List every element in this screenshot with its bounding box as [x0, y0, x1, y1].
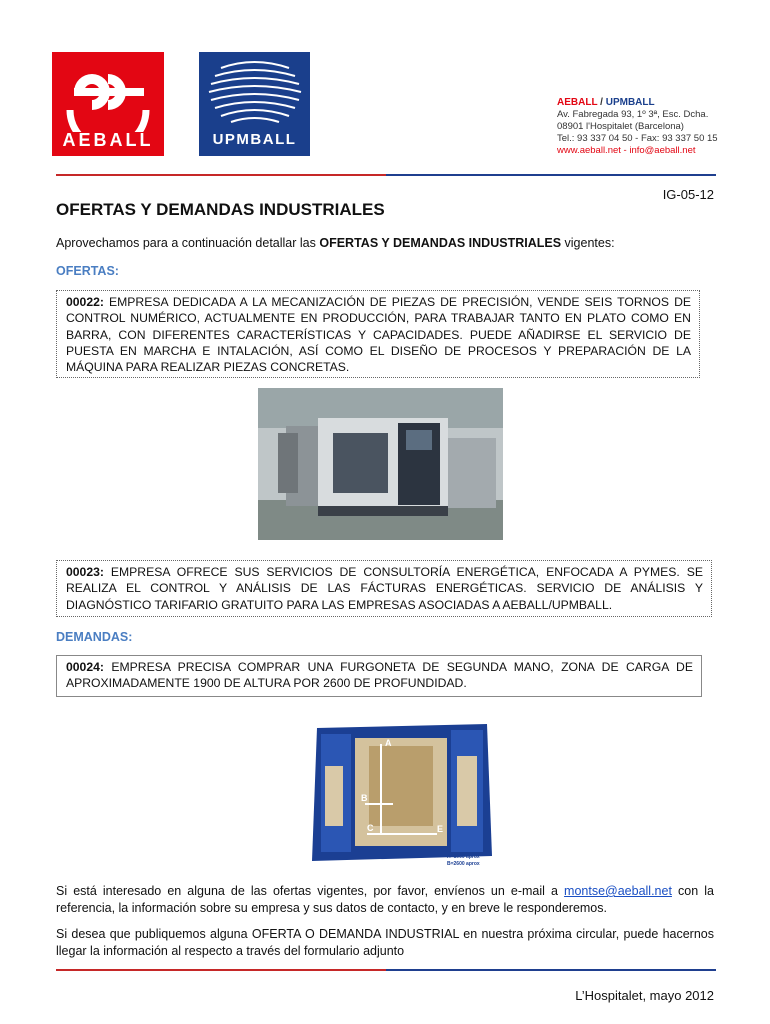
brand-aeball: AEBALL	[557, 97, 598, 108]
brand-upmball: UPMBALL	[605, 97, 655, 108]
contact-block	[557, 97, 757, 157]
email-link[interactable]: montse@aeball.net	[564, 884, 672, 898]
item-id: 00022:	[66, 295, 104, 309]
item-text: EMPRESA OFRECE SUS SERVICIOS DE CONSULTORÍA ENERGÉTICA, ENFOCADA A PYMES. SE REALIZA EL CONTROL Y ANÁLISIS DE LAS FÁCTURAS ENERGÉTICAS. SERVICIO DE ANÁLISIS Y DIAGNÓSTICO TARIFARIO GRATUITO PARA LAS EMPRESAS ASOCIADAS A AEBALL/UPMBALL.	[66, 565, 703, 612]
van-note-2: B=2600 aprox	[447, 861, 480, 867]
demandas-heading: DEMANDAS:	[56, 630, 133, 644]
item-id: 00024:	[66, 660, 104, 674]
publish-paragraph: Si desea que publiquemos alguna OFERTA O DEMANDA INDUSTRIAL en nuestra próxima circular, puede hacernos llegar la información al respecto a través del formulario adjunto	[56, 927, 714, 958]
page-title: OFERTAS Y DEMANDAS INDUSTRIALES	[56, 200, 385, 219]
upmball-globe-icon	[199, 52, 310, 132]
item-text: EMPRESA DEDICADA A LA MECANIZACIÓN DE PIEZAS DE PRECISIÓN, VENDE SEIS TORNOS DE CONTROL NUMÉRICO, ACTUALMENTE EN PRODUCCIÓN, PARA TRABAJAR TANTO EN PLATO COMO EN BARRA, CON DIFERENTES CARACTERÍSTICAS Y CAPACIDADES. PUEDE AÑADIRSE EL SERVICIO DE PUESTA EN MARCHA E INTALACIÓN, ASÍ COMO EL DISEÑO DE PROCESOS Y PREPARACIÓN DE LA MÁQUINA PARA REALIZAR PIEZAS CONCRETAS.	[66, 295, 691, 375]
ofertas-heading: OFERTAS:	[56, 264, 119, 278]
aeball-logo-mark	[52, 52, 164, 132]
van-label-e: E	[437, 824, 444, 834]
upmball-logo	[199, 52, 310, 156]
p1-post: con la referencia, la información sobre su empresa y sus datos de contacto, y en breve le responderemos.	[56, 884, 714, 915]
contact-brand	[557, 97, 757, 109]
aeball-logo-text: AEBALL	[62, 130, 154, 150]
offer-item-00022	[56, 290, 700, 378]
offer-item-00023	[56, 560, 712, 617]
item-id: 00023:	[66, 565, 104, 579]
footer-divider	[56, 969, 716, 971]
demand-item-00024	[56, 655, 702, 697]
intro-text	[56, 236, 615, 250]
upmball-logo-text: UPMBALL	[212, 131, 297, 148]
contact-paragraph	[56, 883, 714, 916]
van-label-c: C	[367, 823, 374, 833]
item-text: EMPRESA PRECISA COMPRAR UNA FURGONETA DE SEGUNDA MANO, ZONA DE CARGA DE APROXIMADAMENTE 1900 DE ALTURA POR 2600 DE PROFUNDIDAD.	[66, 660, 693, 691]
cnc-lathe-photo	[258, 388, 503, 540]
p1-pre: Si está interesado en alguna de las ofertas vigentes, por favor, envíenos un e-mail a	[56, 884, 565, 898]
header-divider	[56, 174, 716, 176]
intro-post: vigentes:	[561, 236, 615, 250]
van-label-b: B	[361, 793, 368, 803]
address-line-2: 08901 l'Hospitalet (Barcelona)	[557, 121, 684, 132]
phone-line: Tel.: 93 337 04 50 - Fax: 93 337 50 15	[557, 133, 718, 144]
address-line-1: Av. Fabregada 93, 1º 3ª, Esc. Dcha.	[557, 109, 709, 120]
aeball-logo	[52, 52, 164, 156]
van-label-a: A	[385, 738, 392, 748]
van-note-1: A=1900 aprox	[447, 854, 480, 860]
brand-separator: /	[597, 97, 606, 108]
intro-bold: OFERTAS Y DEMANDAS INDUSTRIALES	[319, 236, 562, 250]
intro-pre: Aprovechamos para a continuación detallar las	[56, 236, 320, 250]
closing-date: L’Hospitalet, mayo 2012	[575, 988, 714, 1003]
document-code: IG-05-12	[662, 187, 714, 202]
web-line[interactable]: www.aeball.net - info@aeball.net	[557, 145, 696, 156]
van-photo	[297, 716, 508, 868]
